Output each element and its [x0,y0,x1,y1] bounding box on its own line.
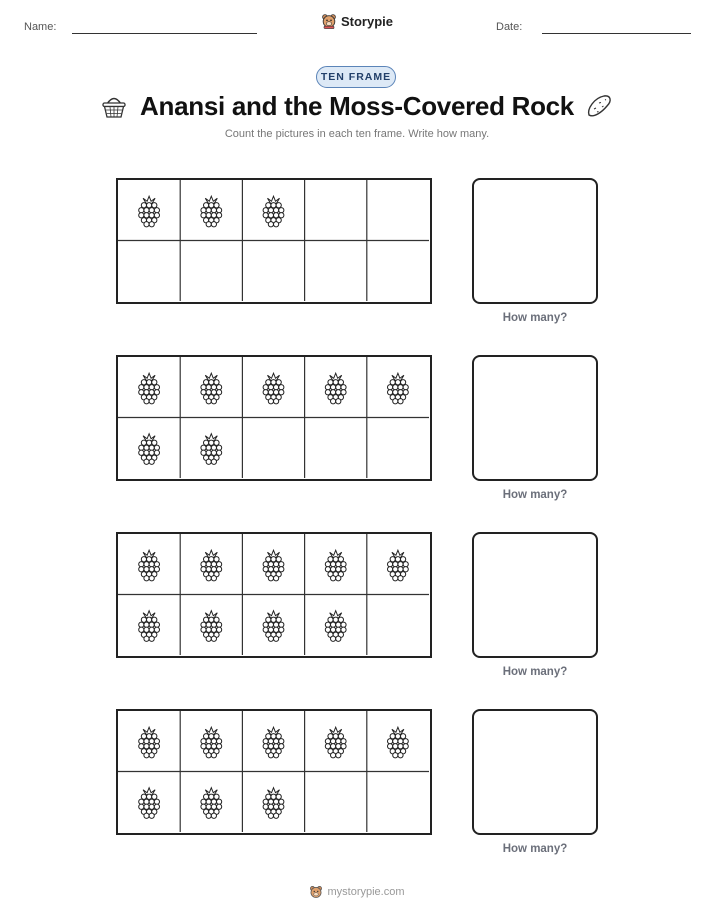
name-label: Name: [24,21,57,33]
answer-box[interactable] [472,709,598,835]
ten-frame [116,709,432,835]
raspberry-icon [388,727,409,758]
footer [0,885,714,899]
how-many-label: How many? [502,666,568,678]
raspberry-icon [388,550,409,581]
raspberry-icon [139,727,160,758]
raspberry-icon [201,727,222,758]
raspberry-icon [263,373,284,404]
how-many-label: How many? [502,312,568,324]
how-many-label: How many? [502,843,568,855]
ten-frame [116,355,432,481]
raspberry-icon [201,550,222,581]
bear-mascot-icon [321,13,337,29]
raspberry-icon [139,611,160,642]
ten-frame [116,178,432,304]
raspberry-icon [325,727,346,758]
raspberry-icon [201,611,222,642]
raspberry-icon [201,373,222,404]
footer-site: mystorypie.com [327,886,405,898]
date-label: Date: [496,21,523,33]
raspberry-icon [263,788,284,819]
worksheet-type-badge: TEN FRAME [316,66,396,88]
raspberry-icon [201,434,222,465]
worksheet-title: Anansi and the Moss-Covered Rock [140,91,574,121]
instructions: Count the pictures in each ten frame. Write how many. [224,128,490,140]
raspberry-icon [139,434,160,465]
raspberry-icon [325,373,346,404]
ten-frame [116,532,432,658]
raspberry-icon [201,196,222,227]
brand-name: Storypie [340,13,393,29]
raspberry-icon [263,196,284,227]
answer-box[interactable] [472,355,598,481]
raspberry-icon [263,727,284,758]
bear-mascot-icon [309,885,323,899]
name-line[interactable] [72,33,257,34]
date-line[interactable] [542,33,691,34]
yam-icon [585,92,613,125]
raspberry-icon [263,550,284,581]
answer-box[interactable] [472,532,598,658]
answer-box[interactable] [472,178,598,304]
raspberry-icon [263,611,284,642]
raspberry-icon [139,373,160,404]
raspberry-icon [201,788,222,819]
raspberry-icon [325,611,346,642]
raspberry-icon [139,788,160,819]
raspberry-icon [325,550,346,581]
how-many-label: How many? [502,489,568,501]
brand [0,13,714,29]
raspberry-icon [139,550,160,581]
raspberry-icon [139,196,160,227]
raspberry-icon [388,373,409,404]
